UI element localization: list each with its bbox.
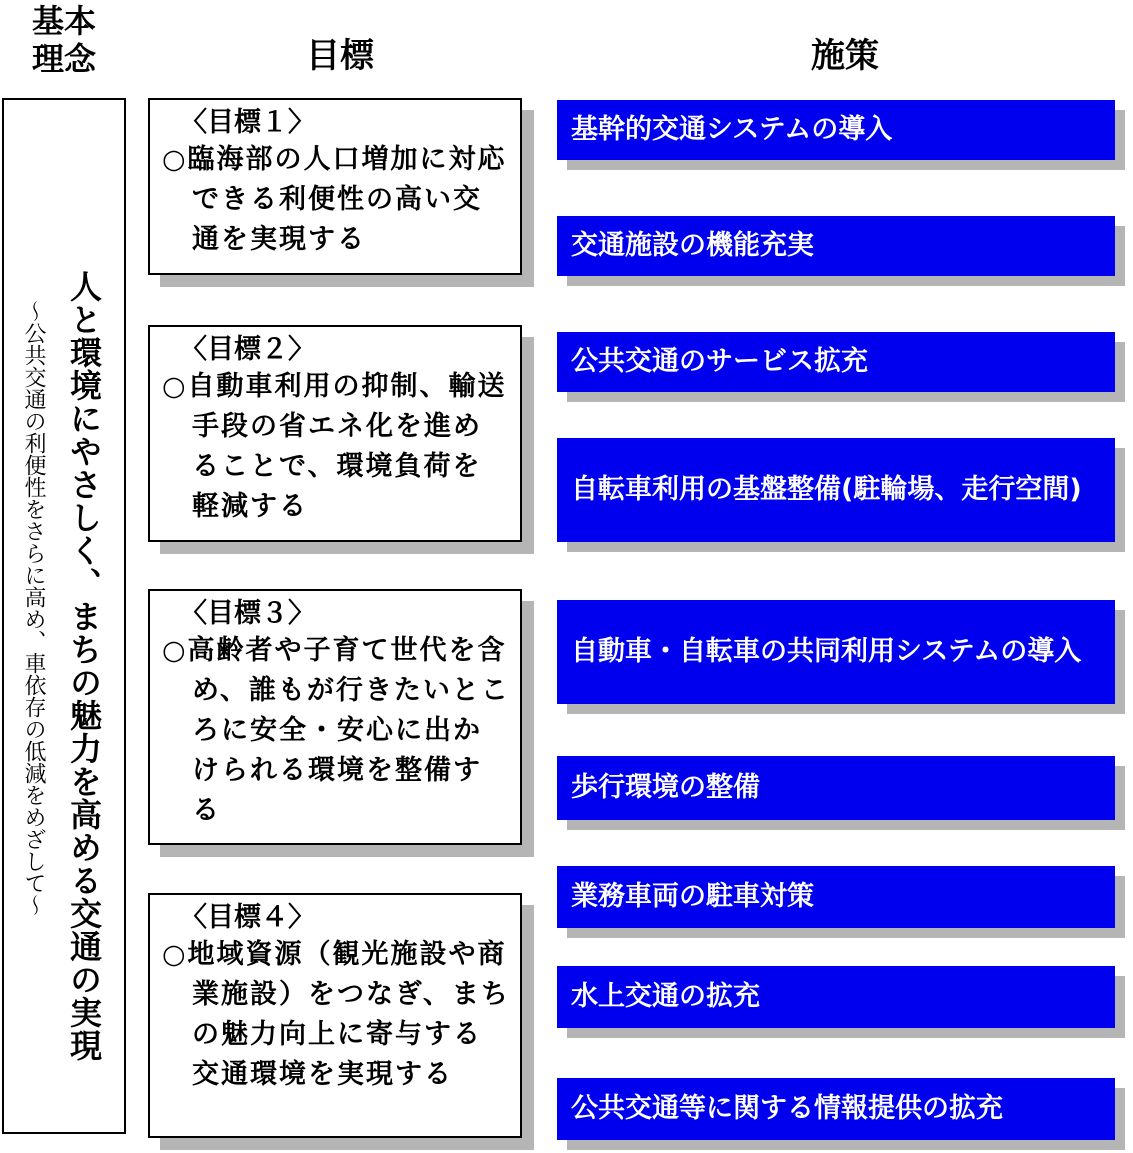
policy-item-6 <box>557 756 1115 820</box>
philosophy-main-text: 人と環境にやさしく、まちの魅力を高める交通の実現 <box>65 270 103 1062</box>
policy-item-4 <box>557 438 1115 542</box>
policy-label: 交通施設の機能充実 <box>571 230 814 261</box>
goal-title: 〈目標４〉 <box>180 902 315 933</box>
goal-body: ○臨海部の人口増加に対応できる利便性の高い交通を実現する <box>162 144 507 255</box>
policy-item-1 <box>557 100 1115 160</box>
policy-label: 歩行環境の整備 <box>571 772 760 803</box>
basic-philosophy-header: 基本 理念 <box>31 2 96 78</box>
policy-item-9 <box>557 1078 1115 1140</box>
goal-title: 〈目標２〉 <box>180 334 315 365</box>
goal-header: 目標 <box>306 36 374 76</box>
policy-header: 施策 <box>811 36 879 76</box>
policy-item-5 <box>557 600 1115 704</box>
policy-item-3 <box>557 332 1115 392</box>
policy-label: 業務車両の駐車対策 <box>571 881 814 912</box>
goal-box-1 <box>148 98 522 275</box>
policy-label: 公共交通のサービス拡充 <box>571 346 868 377</box>
goal-box-2 <box>148 325 522 542</box>
policy-label: 自動車・自転車の共同利用システムの導入 <box>571 636 1082 667</box>
goal-title: 〈目標３〉 <box>180 598 315 629</box>
philosophy-box <box>2 98 126 1134</box>
goal-title: 〈目標１〉 <box>180 107 315 138</box>
goal-box-4 <box>148 893 522 1138</box>
policy-item-7 <box>557 866 1115 928</box>
philosophy-sub-text: ～公共交通の利便性をさらに高め、車依存の低減をめざして～ <box>21 300 46 916</box>
goal-body: ○高齢者や子育て世代を含め、誰もが行きたいところに安全・安心に出かけられる環境を整備する <box>162 635 510 826</box>
policy-label: 自転車利用の基盤整備(駐輪場、走行空間) <box>571 474 1082 505</box>
goal-box-3 <box>148 589 522 845</box>
policy-label: 基幹的交通システムの導入 <box>571 114 893 145</box>
policy-item-8 <box>557 966 1115 1028</box>
policy-label: 水上交通の拡充 <box>571 981 760 1012</box>
policy-item-2 <box>557 216 1115 276</box>
goal-body: ○自動車利用の抑制、輸送手段の省エネ化を進めることで、環境負荷を軽減する <box>162 371 507 522</box>
policy-label: 公共交通等に関する情報提供の拡充 <box>571 1093 1003 1124</box>
goal-body: ○地域資源（観光施設や商業施設）をつなぎ、まちの魅力向上に寄与する交通環境を実現する <box>162 939 510 1090</box>
